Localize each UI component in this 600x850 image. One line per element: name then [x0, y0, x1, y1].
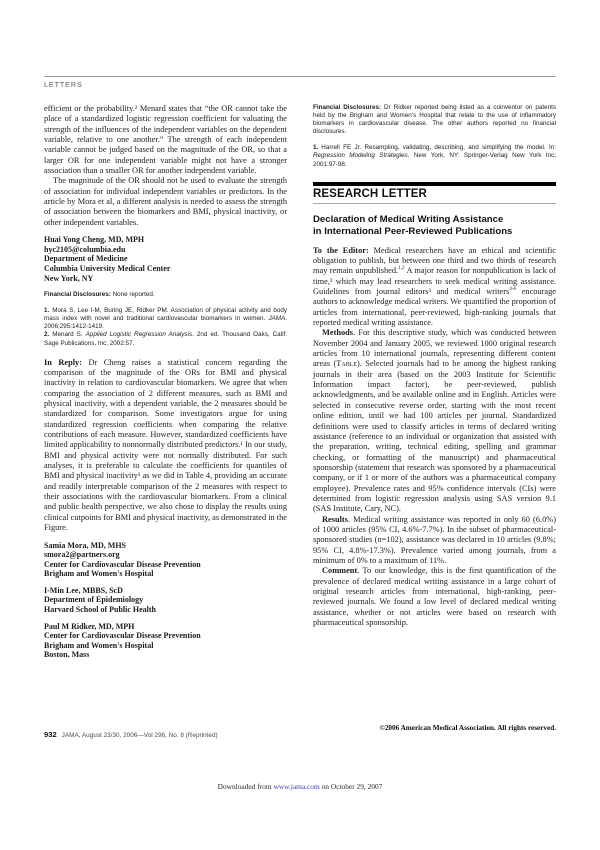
download-stamp — [0, 782, 600, 791]
download-stamp-suffix: on October 29, 2007 — [319, 782, 383, 791]
right-column — [313, 104, 556, 628]
to-the-editor-paragraph — [313, 246, 556, 329]
author-affiliation: Brigham and Women's Hospital — [44, 640, 154, 650]
author-email: hyc2105@columbia.edu — [44, 244, 126, 254]
author-affiliation: Department of Epidemiology — [44, 595, 144, 605]
article-title-line: Declaration of Medical Writing Assistance — [313, 213, 504, 225]
reference-item: 1. Harrell FE Jr. Resampling, validating, describing, and simplifying the model. In: Regression Modeling Strategies. New York, NY: Springer-Verlag New York Inc; 2001:97-98. — [313, 144, 556, 168]
to-the-editor-body: Medical researchers have an ethical and scientific obligation to publish, but between one third and two thirds of research may remain unpublished.$^{1,2}$ A major reason for nonpublication is lack of time,³ which may lead researchers to seek medical writing assistance. Guidelines from journal editors³ and medical writers$^{4-6}$ encourage authors to acknowledge medical writers. We quantified the proportion of articles from international, peer-reviewed, high-ranking journals that reported medical writing assistance. — [313, 245, 556, 328]
comment-runin: Comment — [322, 566, 358, 576]
author-affiliation: Brigham and Women's Hospital — [44, 569, 154, 579]
reference-item: 1. Mora S, Lee I-M, Buring JE, Ridker PM. Association of physical activity and body mass index with novel and traditional cardiovascular biomarkers in women. JAMA. 2006;295:1412-1419. — [44, 307, 287, 331]
methods-paragraph — [313, 328, 556, 514]
author-line: Samia Mora, MD, MHS — [44, 540, 126, 550]
author-block-mora — [44, 541, 287, 579]
author-line: I-Min Lee, MBBS, ScD — [44, 585, 123, 595]
section-underline — [313, 203, 556, 204]
results-body: . Medical writing assistance was reported in only 60 (6.0%) of 1000 articles (95% CI, 4.6%-7.7%). In the subset of pharmaceutical-sponsored studies (n=102), assistance was declared in 10 articles (9.8%; 95% CI, 4.8%-17.3%). Prevalence varied among journals, from a minimum of 0% to a maximum of 11%. — [313, 514, 556, 565]
reference-item: 2. Menard S. Applied Logistic Regression Analysis. 2nd ed. Thousand Oaks, Calif: Sage Publications, Inc; 2002:57. — [44, 331, 287, 347]
in-reply-runin: In Reply: — [44, 357, 82, 367]
to-the-editor-runin: To the Editor: — [313, 245, 369, 255]
author-line: Huai Yong Cheng, MD, MPH — [44, 235, 145, 245]
author-location: Boston, Mass — [44, 650, 90, 660]
author-line: Paul M Ridker, MD, MPH — [44, 621, 135, 631]
author-block-cheng — [44, 235, 287, 283]
research-letter-section-head — [313, 182, 556, 204]
author-affiliation: Center for Cardiovascular Disease Prevention — [44, 631, 201, 641]
author-affiliation: Center for Cardiovascular Disease Prevention — [44, 559, 201, 569]
reference-list-right — [313, 144, 556, 168]
financial-disclosures-left — [44, 291, 287, 299]
author-affiliation: Department of Medicine — [44, 254, 128, 264]
article-title-line: in International Peer-Reviewed Publications — [313, 225, 513, 237]
header-rule — [44, 76, 556, 77]
author-affiliation: Columbia University Medical Center — [44, 263, 171, 273]
results-paragraph — [313, 515, 556, 567]
running-head: LETTERS — [44, 80, 83, 89]
reference-list-left — [44, 307, 287, 347]
financial-disclosures-text: None reported. — [110, 291, 155, 299]
comment-paragraph — [313, 566, 556, 628]
continued-paragraph: efficient or the probability.² Menard states that “the OR cannot take the place of a standardized logistic regression coefficient for valuating the strength of the influences of the independent variables on the dependent variable, relative to one another.” The strength of each independent variable cannot be judged based on the magnitude of the OR, so that a larger OR for one independent variable might not have a stronger association than a smaller OR for another independent variable. — [44, 104, 287, 176]
copyright-notice: ©2006 American Medical Association. All rights reserved. — [379, 724, 556, 732]
journal-citation: JAMA, August 23/30, 2006—Vol 296, No. 8 (Reprinted) — [61, 732, 218, 739]
jama-url-link[interactable]: www.jama.com — [273, 782, 320, 791]
in-reply-paragraph: In Reply: Dr Cheng raises a statistical concern regarding the comparison of the magnitude of the ORs for BMI and physical inactivity in relation to cardiovascular biomarkers. We agree that when comparing the association of 2 different measures, such as BMI and physical inactivity, with a dependent variable, the 2 measures should be standardized for comparison. Some investigators argue for using standardized regression coefficients when comparing the relative contributions of each measure. However, standardized coefficients have limited applicability to nonnormally distributed predictors.¹ In our study, BMI and physical activity were not normally distributed. For such analyses, it is preferable to calculate the coefficients for quantiles of BMI and physical inactivity¹ as we did in Table 4, providing an accurate and readily interpretable comparison of the 2 measures with respect to their associations with the cardiovascular biomarkers. From a clinical and public health perspective, we also chose to display the results using clinical cutpoints for BMI and physical inactivity, as demonstrated in the Figure. — [44, 357, 287, 533]
methods-runin: Methods — [322, 328, 354, 338]
financial-disclosures-label: Financial Disclosures: — [44, 291, 111, 299]
author-block-ridker — [44, 622, 287, 660]
financial-disclosures-right — [313, 104, 556, 136]
section-title: RESEARCH LETTER — [313, 187, 427, 200]
article-title — [313, 214, 556, 238]
author-block-lee — [44, 586, 287, 615]
footer-left — [44, 724, 218, 742]
financial-disclosures-text: Dr Ridker reported being listed as a coinventor on patents held by the Brigham and Women's Hospital that relate to the use of inflammatory biomarkers in cardiovascular disease. The other authors reported no financial disclosures. — [313, 104, 556, 136]
author-location: New York, NY — [44, 273, 94, 283]
results-runin: Results — [322, 514, 348, 524]
left-column — [44, 104, 287, 660]
comment-body: . To our knowledge, this is the first quantification of the prevalence of declared medical writing assistance in a large cohort of original research articles from international, high-ranking, peer-reviewed journals. We found a low level of declared medical writing assistance, whether or not articles were based on research with pharmaceutical sponsorship. — [313, 566, 556, 628]
author-affiliation: Harvard School of Public Health — [44, 605, 156, 615]
financial-disclosures-label: Financial Disclosures: — [313, 104, 382, 111]
paragraph-magnitude-of-or: The magnitude of the OR should not be used to evaluate the strength of association for individual independent variables or predictors. In the article by Mora et al, a different analysis is needed to assess the strength of association between the biomarkers and BMI, physical inactivity, or other independent variables. — [44, 176, 287, 227]
download-stamp-prefix: Downloaded from — [217, 782, 274, 791]
author-email: smora2@partners.org — [44, 550, 120, 560]
page-number: 932 — [44, 730, 57, 739]
methods-body: . For this descriptive study, which was conducted between November 2004 and January 2005, we reviewed 1000 original research articles from 10 international journals, representing different content areas (Table). Selected journals had to be among the highest ranking journals in their area (based on the 2003 Institute for Scientific Information impact factor), be peer-reviewed, publish acknowledgments, and be available online and in English. Articles were selected in consecutive reverse order, starting with the most recent online edition, until we had 100 articles per journal. Standardized definitions were used to classify articles in terms of declared writing assistance (reference to an individual or organization that assisted with the preparation, writing, technical editing, spelling and grammar checking, or formatting of the manuscript) and pharmaceutical sponsorship (statement that research was sponsored by a pharmaceutical company, or if 1 or more of the authors was a pharmaceutical company employee). Prevalence rates and 95% confidence intervals (CIs) were determined from logistic regression analysis using SAS version 9.1 (SAS Institute, Cary, NC). — [313, 328, 556, 514]
